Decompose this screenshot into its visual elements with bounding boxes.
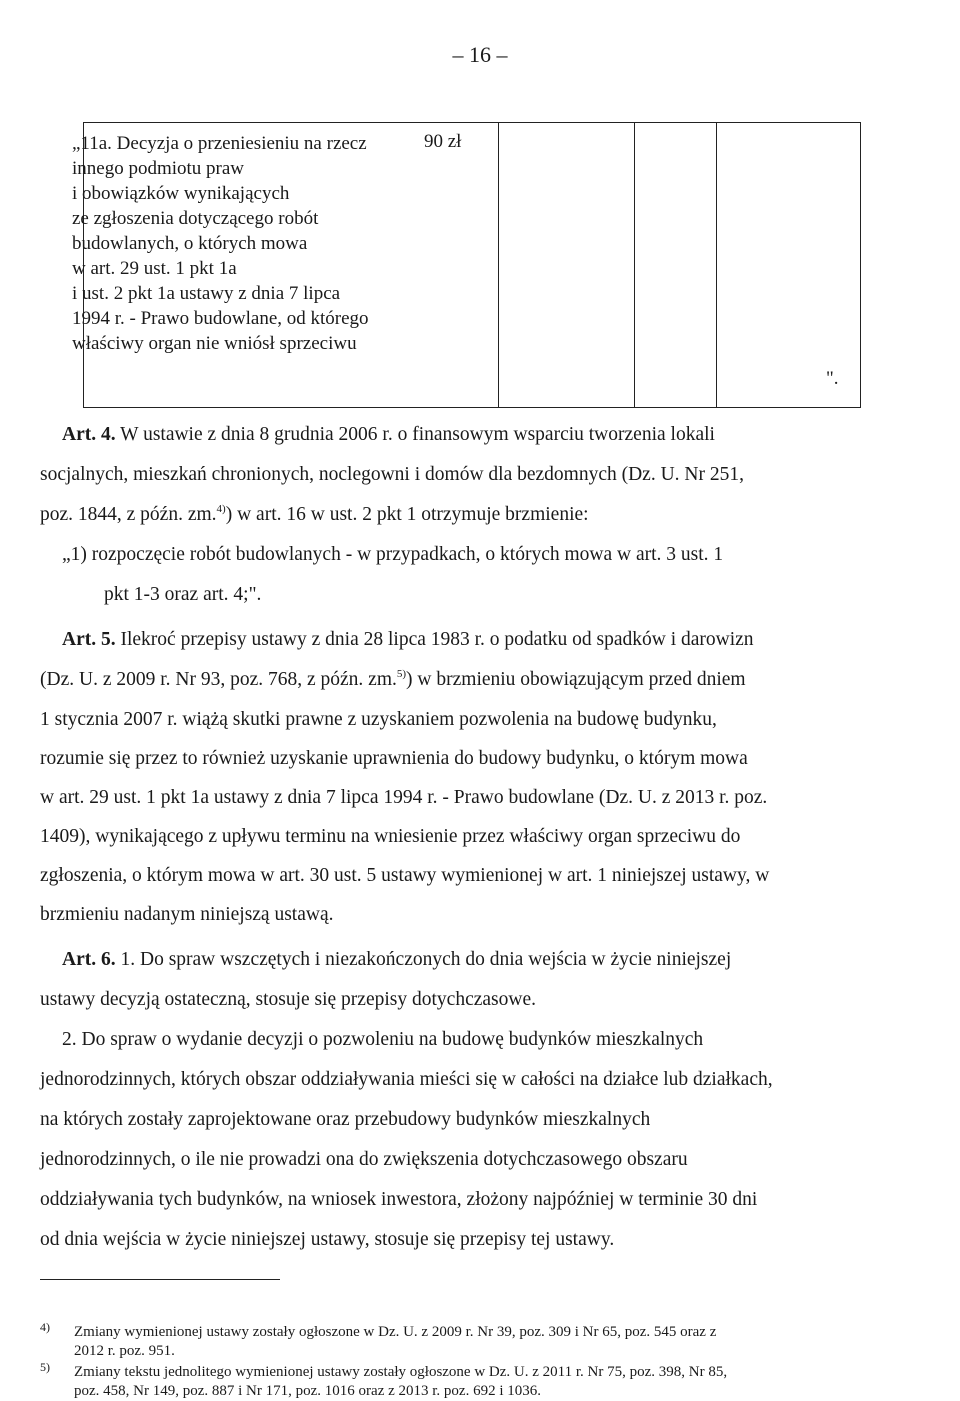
art5-line: 1409), wynikającego z upływu terminu na wniesienie przez właściwy organ sprzeciwu do <box>40 826 741 847</box>
art4-line: socjalnych, mieszkań chronionych, noclegowni i domów dla bezdomnych (Dz. U. Nr 251, <box>40 464 744 485</box>
footnote-line: Zmiany tekstu jednolitego wymienionej ustawy zostały ogłoszone w Dz. U. z 2011 r. Nr 75, poz. 398, Nr 85, <box>74 1364 728 1380</box>
fee-item-line: „11a. Decyzja o przeniesieniu na rzecz <box>72 133 367 154</box>
art5-line: (Dz. U. z 2009 r. Nr 93, poz. 768, z późn. zm.$^{5)}$) w brzmieniu obowiązującym przed dniem <box>40 668 746 690</box>
fee-item-line: 1994 r. - Prawo budowlane, od którego <box>72 308 369 329</box>
table-column-divider <box>716 123 717 407</box>
fee-item-line: ze zgłoszenia dotyczącego robót <box>72 208 319 229</box>
art5-line: rozumie się przez to również uzyskanie uprawnienia do budowy budynku, o którym mowa <box>40 748 748 769</box>
page-number: – 16 – <box>452 42 508 67</box>
art6-label: Art. 6. <box>62 949 116 970</box>
table-column-divider <box>498 123 499 407</box>
art5-line: w art. 29 ust. 1 pkt 1a ustawy z dnia 7 lipca 1994 r. - Prawo budowlane (Dz. U. z 2013 r. poz. <box>40 787 768 808</box>
fee-amount: 90 zł <box>424 131 462 152</box>
art6-line: jednorodzinnych, których obszar oddziaływania mieści się w całości na działce lub działkach, <box>40 1069 773 1090</box>
footnote-ref-5: 5) <box>396 668 407 680</box>
art4-quote-line: „1) rozpoczęcie robót budowlanych - w przypadkach, o których mowa w art. 3 ust. 1 <box>62 544 724 565</box>
art6-line: oddziaływania tych budynków, na wniosek inwestora, złożony najpóźniej w terminie 30 dni <box>40 1189 758 1210</box>
art6-line: jednorodzinnych, o ile nie prowadzi ona do zwiększenia dotychczasowego obszaru <box>40 1149 688 1170</box>
fee-item-line: i obowiązków wynikających <box>72 183 290 204</box>
art6-line: 2. Do spraw o wydanie decyzji o pozwoleniu na budowę budynków mieszkalnych <box>62 1029 704 1050</box>
art4-line: Art. 4. W ustawie z dnia 8 grudnia 2006 r. o finansowym wsparciu tworzenia lokali <box>62 424 715 445</box>
footnote-ref-4: 4) <box>216 503 226 515</box>
art4-quote-line: pkt 1-3 oraz art. 4;". <box>104 584 262 605</box>
footnote-mark: 5) <box>40 1360 50 1374</box>
art6-line: od dnia wejścia w życie niniejszej ustawy, stosuje się przepisy tej ustawy. <box>40 1229 615 1250</box>
fee-item-line: właściwy organ nie wniósł sprzeciwu <box>72 333 357 354</box>
table-column-divider <box>634 123 635 407</box>
fee-item-line: budowlanych, o których mowa <box>72 233 308 254</box>
footnote-line: poz. 458, Nr 149, poz. 887 i Nr 171, poz. 1016 oraz z 2013 r. poz. 692 i 1036. <box>74 1383 542 1399</box>
art6-line: Art. 6. 1. Do spraw wszczętych i niezakończonych do dnia wejścia w życie niniejszej <box>62 949 732 970</box>
closing-quote-mark: ". <box>826 368 839 389</box>
fee-item-line: innego podmiotu praw <box>72 158 245 179</box>
footnote-mark: 4) <box>40 1320 50 1334</box>
art4-line: poz. 1844, z późn. zm.$^{4)}$) w art. 16 w ust. 2 pkt 1 otrzymuje brzmienie: <box>40 503 589 525</box>
art5-line: Art. 5. Ilekroć przepisy ustawy z dnia 28 lipca 1983 r. o podatku od spadków i darowizn <box>62 629 754 650</box>
art6-line: na których zostały zaprojektowane oraz przebudowy budynków mieszkalnych <box>40 1109 651 1130</box>
fee-item-line: i ust. 2 pkt 1a ustawy z dnia 7 lipca <box>72 283 341 304</box>
art5-line: brzmieniu nadanym niniejszą ustawą. <box>40 904 334 925</box>
fee-item-line: w art. 29 ust. 1 pkt 1a <box>72 258 237 279</box>
art5-line: zgłoszenia, o którym mowa w art. 30 ust. 5 ustawy wymienionej w art. 1 niniejszej ustawy, w <box>40 865 770 886</box>
art4-label: Art. 4. <box>62 424 116 445</box>
fee-item-description <box>72 131 402 356</box>
fee-table <box>72 122 861 408</box>
art6-line: ustawy decyzją ostateczną, stosuje się przepisy dotychczasowe. <box>40 989 536 1010</box>
footnote-line: Zmiany wymienionej ustawy zostały ogłoszone w Dz. U. z 2009 r. Nr 39, poz. 309 i Nr 65, poz. 545 oraz z <box>74 1324 717 1340</box>
art5-line: 1 stycznia 2007 r. wiążą skutki prawne z uzyskaniem pozwolenia na budowę budynku, <box>40 709 717 730</box>
footnote-separator <box>40 1279 280 1280</box>
footnote-line: 2012 r. poz. 951. <box>74 1343 175 1359</box>
art5-label: Art. 5. <box>62 629 116 650</box>
